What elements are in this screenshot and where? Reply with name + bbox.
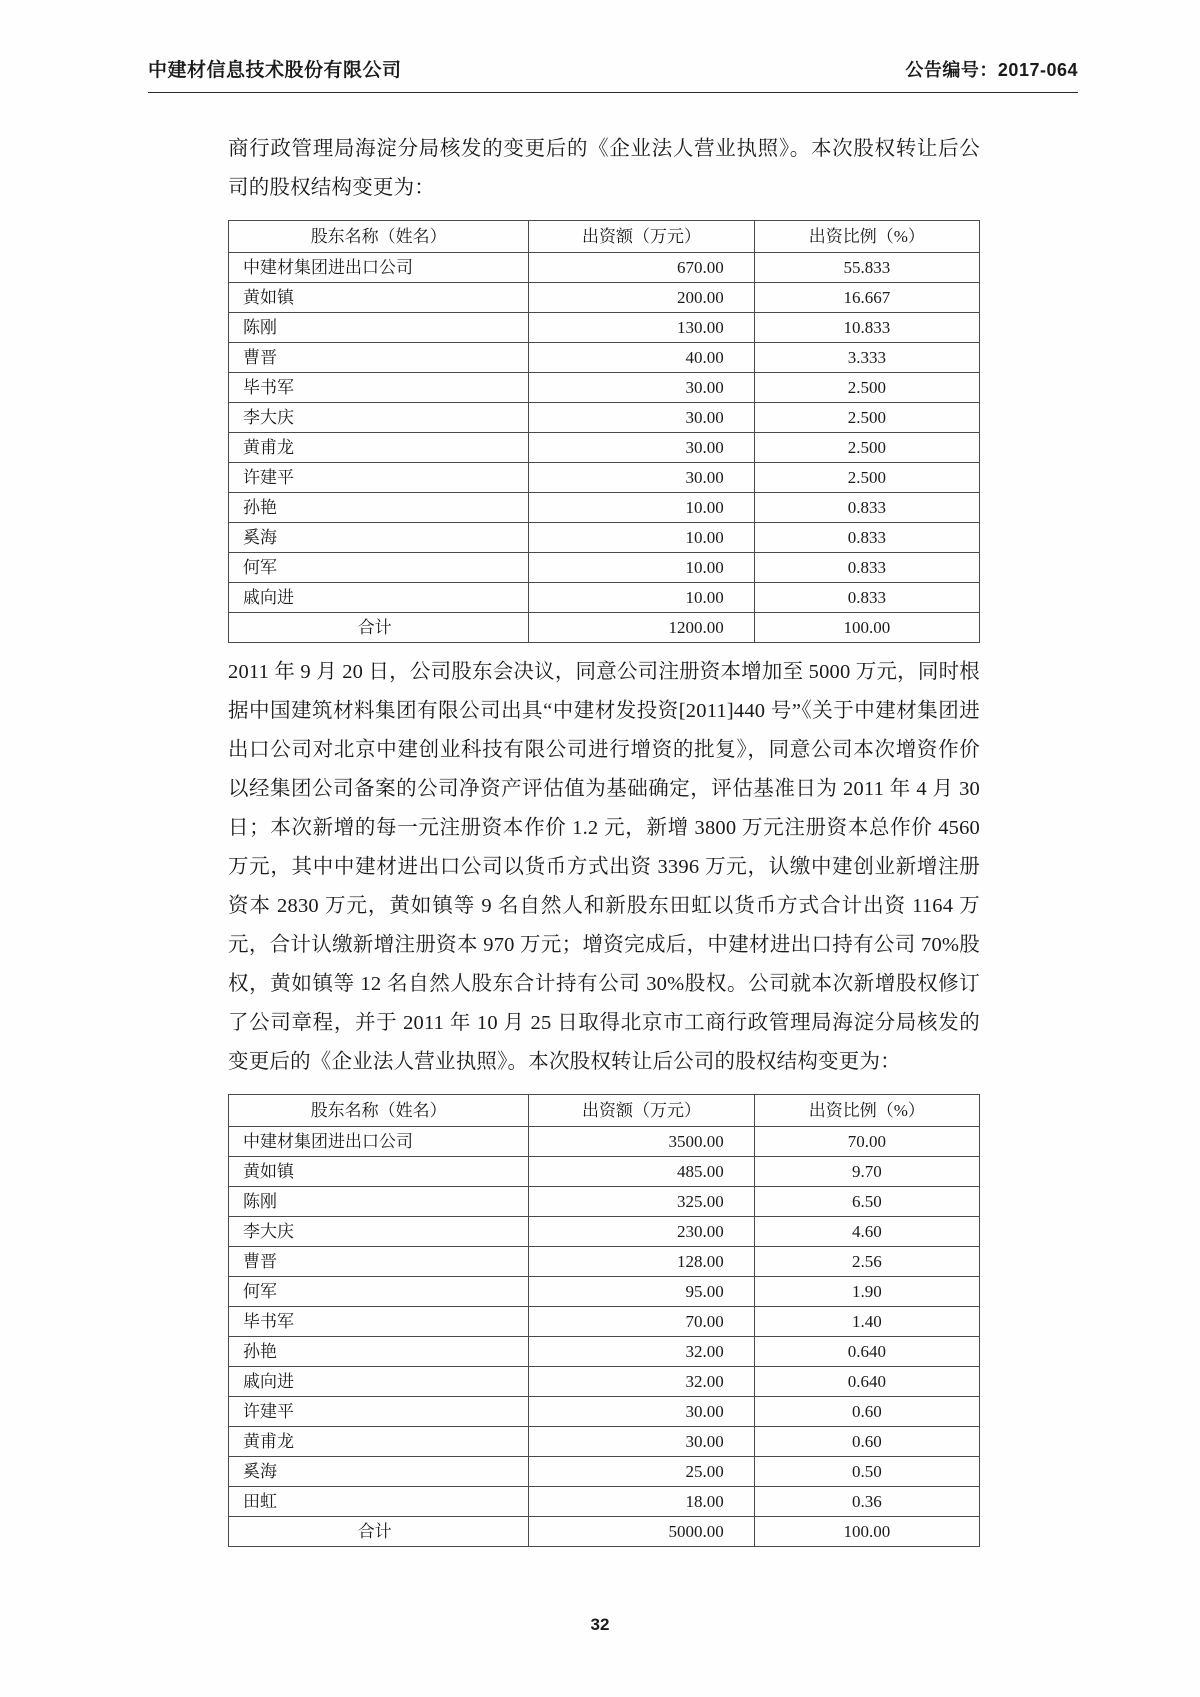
cell-name: 毕书军 — [229, 1307, 529, 1337]
cell-percent: 0.640 — [754, 1337, 979, 1367]
cell-amount: 70.00 — [529, 1307, 754, 1337]
cell-name: 戚向进 — [229, 1367, 529, 1397]
table-row — [229, 403, 980, 433]
page-number: 32 — [590, 1615, 610, 1634]
table-row — [229, 1157, 980, 1187]
cell-amount: 10.00 — [529, 583, 754, 613]
cell-amount: 230.00 — [529, 1217, 754, 1247]
cell-name: 何军 — [229, 553, 529, 583]
column-header-percent: 出资比例（%） — [754, 221, 979, 253]
cell-amount: 95.00 — [529, 1277, 754, 1307]
cell-percent: 0.50 — [754, 1457, 979, 1487]
cell-name: 奚海 — [229, 1457, 529, 1487]
cell-amount: 32.00 — [529, 1367, 754, 1397]
cell-total-amount: 5000.00 — [529, 1517, 754, 1547]
cell-name: 何军 — [229, 1277, 529, 1307]
table-row — [229, 343, 980, 373]
cell-percent: 2.500 — [754, 373, 979, 403]
table-row — [229, 253, 980, 283]
cell-total-amount: 1200.00 — [529, 613, 754, 643]
cell-percent: 10.833 — [754, 313, 979, 343]
table-row — [229, 283, 980, 313]
cell-name: 曹晋 — [229, 343, 529, 373]
table-row — [229, 1307, 980, 1337]
column-header-name: 股东名称（姓名） — [229, 1095, 529, 1127]
cell-amount: 10.00 — [529, 493, 754, 523]
cell-amount: 30.00 — [529, 1397, 754, 1427]
header-company-name: 中建材信息技术股份有限公司 — [148, 60, 402, 81]
cell-name: 毕书军 — [229, 373, 529, 403]
table-header-row — [229, 221, 980, 253]
cell-percent: 0.833 — [754, 523, 979, 553]
cell-amount: 10.00 — [529, 523, 754, 553]
table-row — [229, 1457, 980, 1487]
cell-amount: 30.00 — [529, 373, 754, 403]
cell-name: 黄如镇 — [229, 1157, 529, 1187]
cell-percent: 0.833 — [754, 553, 979, 583]
cell-amount: 30.00 — [529, 433, 754, 463]
cell-amount: 40.00 — [529, 343, 754, 373]
table-row — [229, 463, 980, 493]
cell-total-label: 合计 — [229, 613, 529, 643]
table-row — [229, 1487, 980, 1517]
cell-amount: 10.00 — [529, 553, 754, 583]
cell-percent: 0.833 — [754, 493, 979, 523]
cell-percent: 2.500 — [754, 403, 979, 433]
table-row — [229, 523, 980, 553]
cell-percent: 1.90 — [754, 1277, 979, 1307]
cell-name: 李大庆 — [229, 403, 529, 433]
cell-percent: 0.833 — [754, 583, 979, 613]
cell-total-percent: 100.00 — [754, 613, 979, 643]
cell-percent: 55.833 — [754, 253, 979, 283]
cell-name: 陈刚 — [229, 1187, 529, 1217]
table-row — [229, 1217, 980, 1247]
table-row — [229, 373, 980, 403]
cell-percent: 0.640 — [754, 1367, 979, 1397]
cell-amount: 128.00 — [529, 1247, 754, 1277]
cell-name: 曹晋 — [229, 1247, 529, 1277]
table-row — [229, 493, 980, 523]
table-total-row — [229, 1517, 980, 1547]
table-row — [229, 1337, 980, 1367]
cell-name: 中建材集团进出口公司 — [229, 1127, 529, 1157]
table-row — [229, 553, 980, 583]
cell-percent: 16.667 — [754, 283, 979, 313]
table-row — [229, 1277, 980, 1307]
column-header-percent: 出资比例（%） — [754, 1095, 979, 1127]
cell-name: 许建平 — [229, 463, 529, 493]
cell-percent: 2.500 — [754, 433, 979, 463]
table-header-row — [229, 1095, 980, 1127]
cell-percent: 4.60 — [754, 1217, 979, 1247]
table-row — [229, 1427, 980, 1457]
table-row — [229, 433, 980, 463]
column-header-amount: 出资额（万元） — [529, 1095, 754, 1127]
cell-total-label: 合计 — [229, 1517, 529, 1547]
page-header — [148, 55, 1078, 82]
cell-amount: 485.00 — [529, 1157, 754, 1187]
cell-percent: 3.333 — [754, 343, 979, 373]
cell-name: 李大庆 — [229, 1217, 529, 1247]
table-row — [229, 583, 980, 613]
cell-name: 黄如镇 — [229, 283, 529, 313]
cell-percent: 6.50 — [754, 1187, 979, 1217]
paragraph-1: 商行政管理局海淀分局核发的变更后的《企业法人营业执照》。本次股权转让后公司的股权结构变更为： — [228, 138, 980, 199]
cell-amount: 30.00 — [529, 463, 754, 493]
cell-amount: 30.00 — [529, 1427, 754, 1457]
cell-amount: 3500.00 — [529, 1127, 754, 1157]
cell-name: 黄甫龙 — [229, 1427, 529, 1457]
cell-amount: 325.00 — [529, 1187, 754, 1217]
cell-amount: 130.00 — [529, 313, 754, 343]
cell-amount: 25.00 — [529, 1457, 754, 1487]
cell-total-percent: 100.00 — [754, 1517, 979, 1547]
column-header-amount: 出资额（万元） — [529, 221, 754, 253]
cell-name: 戚向进 — [229, 583, 529, 613]
table-row — [229, 1247, 980, 1277]
table-row — [229, 1127, 980, 1157]
header-divider — [148, 92, 1078, 93]
cell-name: 孙艳 — [229, 493, 529, 523]
notice-label: 公告编号： — [905, 60, 998, 80]
cell-amount: 30.00 — [529, 403, 754, 433]
cell-percent: 1.40 — [754, 1307, 979, 1337]
cell-amount: 32.00 — [529, 1337, 754, 1367]
cell-name: 陈刚 — [229, 313, 529, 343]
table-row — [229, 313, 980, 343]
column-header-name: 股东名称（姓名） — [229, 221, 529, 253]
cell-percent: 0.60 — [754, 1397, 979, 1427]
cell-percent: 2.56 — [754, 1247, 979, 1277]
cell-name: 许建平 — [229, 1397, 529, 1427]
document-content — [228, 130, 980, 1557]
header-notice-number — [905, 56, 1078, 82]
cell-name: 奚海 — [229, 523, 529, 553]
notice-value: 2017-064 — [997, 60, 1078, 80]
cell-name: 孙艳 — [229, 1337, 529, 1367]
paragraph-2: 2011 年 9 月 20 日，公司股东会决议，同意公司注册资本增加至 5000 万元，同时根据中国建筑材料集团有限公司出具“中建材发投资[2011]440 号”《关于中建材集团进出口公司对北京中建创业科技有限公司进行增资的批复》，同意公司本次增资作价以经集团公司备案的公司净资产评估值为基础确定，评估基准日为 2011 年 4 月 30 日；本次新增的每一元注册资本作价 1.2 元，新增 3800 万元注册资本总作价 4560 万元，其中中建材进出口公司以货币方式出资 3396 万元，认缴中建创业新增注册资本 2830 万元，黄如镇等 9 名自然人和新股东田虹以货币方式合计出资 1164 万元，合计认缴新增注册资本 970 万元；增资完成后，中建材进出口持有公司 70%股权，黄如镇等 12 名自然人股东合计持有公司 30%股权。公司就本次新增股权修订了公司章程，并于 2011 年 10 月 25 日取得北京市工商行政管理局海淀分局核发的变更后的《企业法人营业执照》。本次股权转让后公司的股权结构变更为： — [228, 661, 980, 1073]
table-total-row — [229, 613, 980, 643]
cell-name: 田虹 — [229, 1487, 529, 1517]
cell-percent: 0.36 — [754, 1487, 979, 1517]
cell-percent: 70.00 — [754, 1127, 979, 1157]
cell-percent: 0.60 — [754, 1427, 979, 1457]
shareholder-table-1 — [228, 220, 980, 643]
table-row — [229, 1367, 980, 1397]
table-row — [229, 1187, 980, 1217]
shareholder-table-2 — [228, 1094, 980, 1547]
cell-percent: 9.70 — [754, 1157, 979, 1187]
cell-percent: 2.500 — [754, 463, 979, 493]
cell-amount: 200.00 — [529, 283, 754, 313]
cell-amount: 18.00 — [529, 1487, 754, 1517]
cell-name: 中建材集团进出口公司 — [229, 253, 529, 283]
cell-amount: 670.00 — [529, 253, 754, 283]
cell-name: 黄甫龙 — [229, 433, 529, 463]
table-row — [229, 1397, 980, 1427]
